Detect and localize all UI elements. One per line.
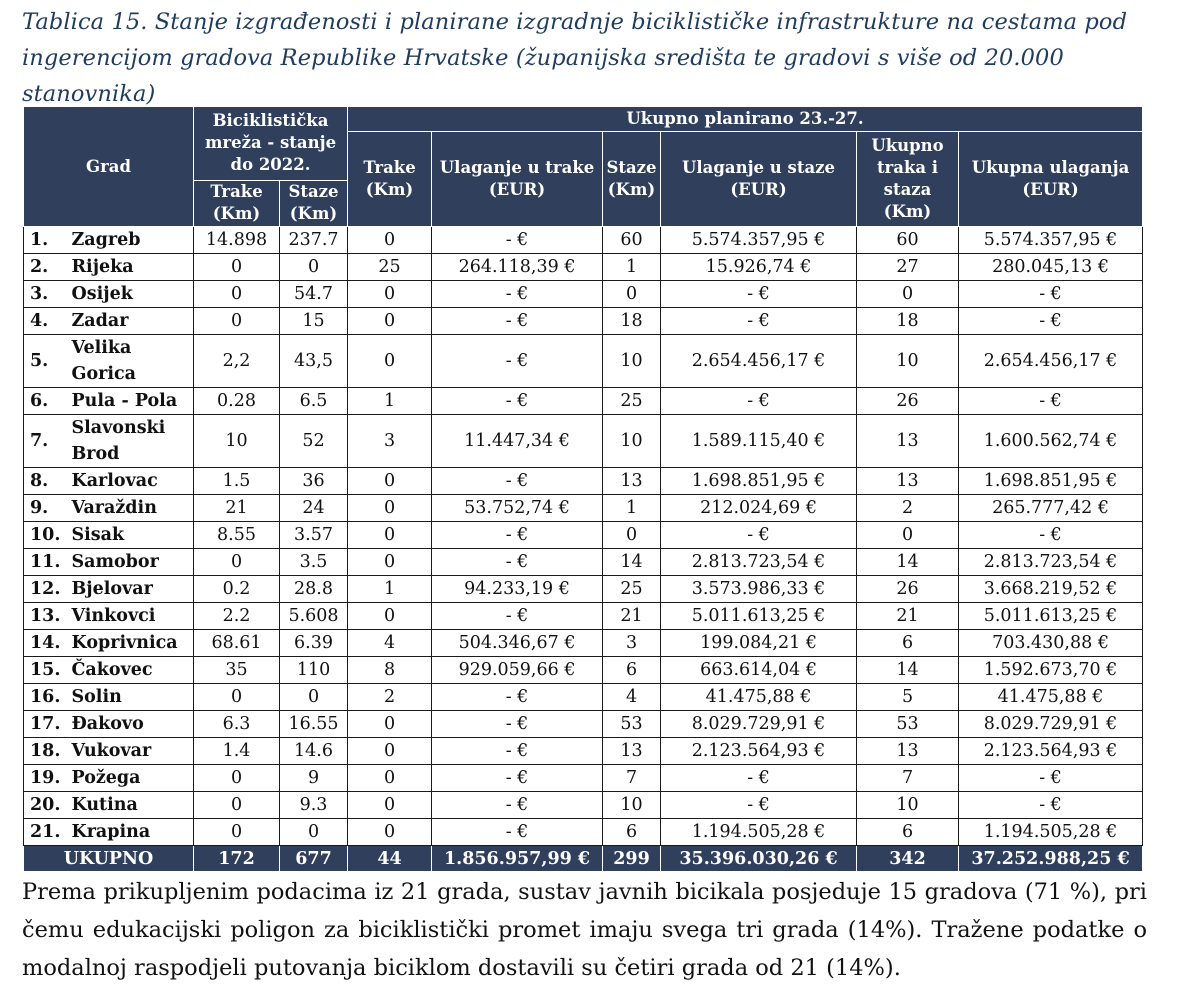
table-row: [24, 468, 1143, 495]
ukupno-km-value: 6: [857, 630, 959, 657]
staze-value: 13: [603, 468, 661, 495]
body-paragraph: Prema prikupljenim podacima iz 21 grada, sustav javnih bicikala posjeduje 15 gradova (71 %), pri čemu edukacijski poligon za biciklistički promet imaju svega tri grada (14%). Tražene podatke o modalnoj raspodjeli putovanja biciklom dostavili su četiri grada od 21 (14%).: [22, 879, 1147, 981]
header-staze: Staze (Km): [603, 132, 661, 227]
mreza-staze-value: 9.3: [280, 792, 348, 819]
row-number: 7.: [24, 415, 70, 468]
trake-value: 0: [348, 308, 432, 335]
trake-value: 8: [348, 657, 432, 684]
ulaganje-staze-value: 15.926,74 €: [661, 254, 857, 281]
ukupna-ulaganja-value: 1.592.673,70 €: [959, 657, 1143, 684]
table-row: [24, 765, 1143, 792]
table-row: [24, 227, 1143, 254]
mreza-trake-value: 1.5: [194, 468, 280, 495]
staze-value: 10: [603, 792, 661, 819]
ukupno-km-value: 53: [857, 711, 959, 738]
header-grad: Grad: [24, 107, 194, 227]
table-row: [24, 308, 1143, 335]
city-name: Zagreb: [70, 227, 194, 254]
ukupna-ulaganja-value: 8.029.729,91 €: [959, 711, 1143, 738]
ukupno-km-value: 14: [857, 657, 959, 684]
staze-value: 60: [603, 227, 661, 254]
mreza-staze-value: 6.5: [280, 388, 348, 415]
mreza-trake-value: 0: [194, 308, 280, 335]
staze-value: 10: [603, 415, 661, 468]
ukupna-ulaganja-value: 703.430,88 €: [959, 630, 1143, 657]
city-name: Velika Gorica: [70, 335, 194, 388]
ukupno-km-value: 13: [857, 738, 959, 765]
ulaganje-staze-value: 2.123.564,93 €: [661, 738, 857, 765]
trake-value: 0: [348, 281, 432, 308]
table-row: [24, 657, 1143, 684]
city-name: Pula - Pola: [70, 388, 194, 415]
mreza-trake-value: 0.2: [194, 576, 280, 603]
mreza-staze-value: 52: [280, 415, 348, 468]
trake-value: 0: [348, 819, 432, 846]
table-row: [24, 549, 1143, 576]
row-number: 19.: [24, 765, 70, 792]
city-name: Koprivnica: [70, 630, 194, 657]
trake-value: 0: [348, 468, 432, 495]
total-ukupno-km: 342: [857, 846, 959, 872]
mreza-staze-value: 6.39: [280, 630, 348, 657]
table-row: [24, 630, 1143, 657]
ukupna-ulaganja-value: 265.777,42 €: [959, 495, 1143, 522]
mreza-staze-value: 16.55: [280, 711, 348, 738]
ukupna-ulaganja-value: 280.045,13 €: [959, 254, 1143, 281]
mreza-staze-value: 14.6: [280, 738, 348, 765]
ukupno-km-value: 10: [857, 335, 959, 388]
header-trake: Trake (Km): [348, 132, 432, 227]
mreza-staze-value: 43,5: [280, 335, 348, 388]
mreza-trake-value: 0: [194, 549, 280, 576]
table-row: [24, 335, 1143, 388]
header-mreza-trake: Trake (Km): [194, 180, 280, 227]
mreza-trake-value: 0: [194, 819, 280, 846]
mreza-trake-value: 0: [194, 684, 280, 711]
table-row: [24, 711, 1143, 738]
table-row: [24, 254, 1143, 281]
ukupno-km-value: 26: [857, 576, 959, 603]
ulaganje-staze-value: - €: [661, 388, 857, 415]
mreza-staze-value: 3.57: [280, 522, 348, 549]
row-number: 14.: [24, 630, 70, 657]
mreza-staze-value: 0: [280, 819, 348, 846]
ukupna-ulaganja-value: 41.475,88 €: [959, 684, 1143, 711]
ulaganje-trake-value: - €: [432, 468, 603, 495]
city-name: Slavonski Brod: [70, 415, 194, 468]
table-row: [24, 495, 1143, 522]
ulaganje-staze-value: - €: [661, 308, 857, 335]
row-number: 20.: [24, 792, 70, 819]
row-number: 9.: [24, 495, 70, 522]
mreza-staze-value: 0: [280, 684, 348, 711]
mreza-trake-value: 1.4: [194, 738, 280, 765]
total-trake: 44: [348, 846, 432, 872]
ulaganje-trake-value: - €: [432, 684, 603, 711]
trake-value: 4: [348, 630, 432, 657]
ukupno-km-value: 18: [857, 308, 959, 335]
mreza-trake-value: 10: [194, 415, 280, 468]
total-ukupna-ulaganja: 37.252.988,25 €: [959, 846, 1143, 872]
ukupno-km-value: 21: [857, 603, 959, 630]
ukupna-ulaganja-value: 1.698.851,95 €: [959, 468, 1143, 495]
table-row: [24, 576, 1143, 603]
mreza-trake-value: 68.61: [194, 630, 280, 657]
trake-value: 0: [348, 792, 432, 819]
city-name: Đakovo: [70, 711, 194, 738]
table-row: [24, 388, 1143, 415]
row-number: 17.: [24, 711, 70, 738]
total-label: UKUPNO: [24, 846, 194, 872]
mreza-trake-value: 14.898: [194, 227, 280, 254]
trake-value: 0: [348, 227, 432, 254]
ulaganje-staze-value: 3.573.986,33 €: [661, 576, 857, 603]
ukupna-ulaganja-value: 5.574.357,95 €: [959, 227, 1143, 254]
ukupna-ulaganja-value: 2.813.723,54 €: [959, 549, 1143, 576]
staze-value: 0: [603, 522, 661, 549]
staze-value: 7: [603, 765, 661, 792]
mreza-trake-value: 6.3: [194, 711, 280, 738]
mreza-staze-value: 3.5: [280, 549, 348, 576]
header-mreza: Biciklistička mreža - stanje do 2022.: [194, 107, 348, 181]
ukupno-km-value: 6: [857, 819, 959, 846]
staze-value: 6: [603, 819, 661, 846]
ukupna-ulaganja-value: 1.194.505,28 €: [959, 819, 1143, 846]
ulaganje-staze-value: 199.084,21 €: [661, 630, 857, 657]
table-row: [24, 738, 1143, 765]
row-number: 4.: [24, 308, 70, 335]
trake-value: 0: [348, 711, 432, 738]
staze-value: 13: [603, 738, 661, 765]
row-number: 8.: [24, 468, 70, 495]
ukupno-km-value: 10: [857, 792, 959, 819]
city-name: Krapina: [70, 819, 194, 846]
ukupno-km-value: 27: [857, 254, 959, 281]
mreza-trake-value: 0: [194, 281, 280, 308]
ulaganje-staze-value: 663.614,04 €: [661, 657, 857, 684]
staze-value: 0: [603, 281, 661, 308]
city-name: Rijeka: [70, 254, 194, 281]
ulaganje-staze-value: 212.024,69 €: [661, 495, 857, 522]
ulaganje-trake-value: 53.752,74 €: [432, 495, 603, 522]
total-mreza-trake: 172: [194, 846, 280, 872]
ulaganje-trake-value: - €: [432, 819, 603, 846]
staze-value: 4: [603, 684, 661, 711]
city-name: Požega: [70, 765, 194, 792]
ulaganje-staze-value: - €: [661, 281, 857, 308]
staze-value: 3: [603, 630, 661, 657]
mreza-staze-value: 110: [280, 657, 348, 684]
ulaganje-staze-value: 8.029.729,91 €: [661, 711, 857, 738]
ulaganje-staze-value: 5.011.613,25 €: [661, 603, 857, 630]
mreza-staze-value: 5.608: [280, 603, 348, 630]
mreza-staze-value: 0: [280, 254, 348, 281]
header-mreza-staze: Staze (Km): [280, 180, 348, 227]
staze-value: 21: [603, 603, 661, 630]
ukupna-ulaganja-value: - €: [959, 308, 1143, 335]
city-name: Sisak: [70, 522, 194, 549]
ukupno-km-value: 26: [857, 388, 959, 415]
city-name: Vinkovci: [70, 603, 194, 630]
ukupna-ulaganja-value: - €: [959, 765, 1143, 792]
row-number: 10.: [24, 522, 70, 549]
ulaganje-trake-value: - €: [432, 738, 603, 765]
ukupna-ulaganja-value: - €: [959, 281, 1143, 308]
trake-value: 0: [348, 335, 432, 388]
row-number: 18.: [24, 738, 70, 765]
city-name: Kutina: [70, 792, 194, 819]
ulaganje-trake-value: - €: [432, 792, 603, 819]
mreza-staze-value: 237.7: [280, 227, 348, 254]
ulaganje-staze-value: 2.654.456,17 €: [661, 335, 857, 388]
ulaganje-trake-value: 929.059,66 €: [432, 657, 603, 684]
city-name: Čakovec: [70, 657, 194, 684]
header-ukupno-traka: Ukupno traka i staza (Km): [857, 132, 959, 227]
trake-value: 1: [348, 576, 432, 603]
staze-value: 53: [603, 711, 661, 738]
mreza-trake-value: 0.28: [194, 388, 280, 415]
ulaganje-trake-value: - €: [432, 227, 603, 254]
ulaganje-staze-value: 1.589.115,40 €: [661, 415, 857, 468]
row-number: 1.: [24, 227, 70, 254]
ulaganje-staze-value: 2.813.723,54 €: [661, 549, 857, 576]
trake-value: 0: [348, 765, 432, 792]
trake-value: 0: [348, 738, 432, 765]
table-row: [24, 415, 1143, 468]
ulaganje-trake-value: 264.118,39 €: [432, 254, 603, 281]
staze-value: 10: [603, 335, 661, 388]
mreza-trake-value: 0: [194, 254, 280, 281]
trake-value: 3: [348, 415, 432, 468]
row-number: 15.: [24, 657, 70, 684]
staze-value: 25: [603, 388, 661, 415]
ukupno-km-value: 14: [857, 549, 959, 576]
city-name: Samobor: [70, 549, 194, 576]
city-name: Karlovac: [70, 468, 194, 495]
row-number: 5.: [24, 335, 70, 388]
ulaganje-staze-value: - €: [661, 522, 857, 549]
row-number: 21.: [24, 819, 70, 846]
ulaganje-trake-value: 11.447,34 €: [432, 415, 603, 468]
ulaganje-trake-value: - €: [432, 335, 603, 388]
table-row: [24, 522, 1143, 549]
ukupna-ulaganja-value: - €: [959, 792, 1143, 819]
trake-value: 25: [348, 254, 432, 281]
city-name: Bjelovar: [70, 576, 194, 603]
mreza-trake-value: 21: [194, 495, 280, 522]
staze-value: 18: [603, 308, 661, 335]
table-row: [24, 603, 1143, 630]
ukupna-ulaganja-value: - €: [959, 522, 1143, 549]
total-mreza-staze: 677: [280, 846, 348, 872]
ukupno-km-value: 2: [857, 495, 959, 522]
ulaganje-staze-value: 1.698.851,95 €: [661, 468, 857, 495]
ulaganje-trake-value: - €: [432, 603, 603, 630]
staze-value: 14: [603, 549, 661, 576]
ulaganje-staze-value: 5.574.357,95 €: [661, 227, 857, 254]
ukupna-ulaganja-value: 2.654.456,17 €: [959, 335, 1143, 388]
total-staze: 299: [603, 846, 661, 872]
trake-value: 1: [348, 388, 432, 415]
table-row: [24, 684, 1143, 711]
trake-value: 0: [348, 522, 432, 549]
city-name: Osijek: [70, 281, 194, 308]
trake-value: 0: [348, 603, 432, 630]
mreza-staze-value: 15: [280, 308, 348, 335]
ukupno-km-value: 60: [857, 227, 959, 254]
ulaganje-trake-value: 94.233,19 €: [432, 576, 603, 603]
total-ulaganje-trake: 1.856.957,99 €: [432, 846, 603, 872]
total-ulaganje-staze: 35.396.030,26 €: [661, 846, 857, 872]
ukupna-ulaganja-value: 3.668.219,52 €: [959, 576, 1143, 603]
mreza-staze-value: 36: [280, 468, 348, 495]
table-row: [24, 819, 1143, 846]
ukupna-ulaganja-value: 2.123.564,93 €: [959, 738, 1143, 765]
ukupno-km-value: 7: [857, 765, 959, 792]
header-ulaganje-staze: Ulaganje u staze (EUR): [661, 132, 857, 227]
total-row: [24, 846, 1143, 872]
mreza-trake-value: 35: [194, 657, 280, 684]
ulaganje-staze-value: - €: [661, 765, 857, 792]
ulaganje-trake-value: - €: [432, 522, 603, 549]
trake-value: 0: [348, 495, 432, 522]
header-ulaganje-trake: Ulaganje u trake (EUR): [432, 132, 603, 227]
ulaganje-trake-value: - €: [432, 388, 603, 415]
ulaganje-staze-value: 1.194.505,28 €: [661, 819, 857, 846]
infrastructure-table: [23, 106, 1143, 872]
ulaganje-trake-value: 504.346,67 €: [432, 630, 603, 657]
ulaganje-trake-value: - €: [432, 549, 603, 576]
row-number: 11.: [24, 549, 70, 576]
ulaganje-trake-value: - €: [432, 765, 603, 792]
mreza-trake-value: 2,2: [194, 335, 280, 388]
staze-value: 1: [603, 495, 661, 522]
mreza-staze-value: 9: [280, 765, 348, 792]
table-row: [24, 792, 1143, 819]
ulaganje-staze-value: - €: [661, 792, 857, 819]
table-row: [24, 281, 1143, 308]
city-name: Vukovar: [70, 738, 194, 765]
mreza-trake-value: 2.2: [194, 603, 280, 630]
mreza-staze-value: 54.7: [280, 281, 348, 308]
mreza-staze-value: 24: [280, 495, 348, 522]
ukupno-km-value: 0: [857, 281, 959, 308]
mreza-trake-value: 8.55: [194, 522, 280, 549]
city-name: Solin: [70, 684, 194, 711]
row-number: 6.: [24, 388, 70, 415]
mreza-trake-value: 0: [194, 792, 280, 819]
row-number: 3.: [24, 281, 70, 308]
ukupno-km-value: 13: [857, 468, 959, 495]
staze-value: 25: [603, 576, 661, 603]
ukupna-ulaganja-value: - €: [959, 388, 1143, 415]
staze-value: 6: [603, 657, 661, 684]
trake-value: 2: [348, 684, 432, 711]
row-number: 2.: [24, 254, 70, 281]
mreza-trake-value: 0: [194, 765, 280, 792]
ulaganje-trake-value: - €: [432, 711, 603, 738]
staze-value: 1: [603, 254, 661, 281]
ulaganje-staze-value: 41.475,88 €: [661, 684, 857, 711]
city-name: Zadar: [70, 308, 194, 335]
row-number: 12.: [24, 576, 70, 603]
trake-value: 0: [348, 549, 432, 576]
header-ukupna-ulaganja: Ukupna ulaganja (EUR): [959, 132, 1143, 227]
header-planirano: Ukupno planirano 23.-27.: [348, 107, 1143, 132]
city-name: Varaždin: [70, 495, 194, 522]
ukupno-km-value: 13: [857, 415, 959, 468]
ukupno-km-value: 5: [857, 684, 959, 711]
row-number: 13.: [24, 603, 70, 630]
row-number: 16.: [24, 684, 70, 711]
ukupno-km-value: 0: [857, 522, 959, 549]
ulaganje-trake-value: - €: [432, 281, 603, 308]
ulaganje-trake-value: - €: [432, 308, 603, 335]
ukupna-ulaganja-value: 1.600.562,74 €: [959, 415, 1143, 468]
table-caption: Tablica 15. Stanje izgrađenosti i planirane izgradnje biciklističke infrastrukture na cestama pod ingerencijom gradova Republike Hrvatske (županijska središta te gradovi s više od 20.000 stanovnika): [22, 9, 1128, 107]
mreza-staze-value: 28.8: [280, 576, 348, 603]
ukupna-ulaganja-value: 5.011.613,25 €: [959, 603, 1143, 630]
